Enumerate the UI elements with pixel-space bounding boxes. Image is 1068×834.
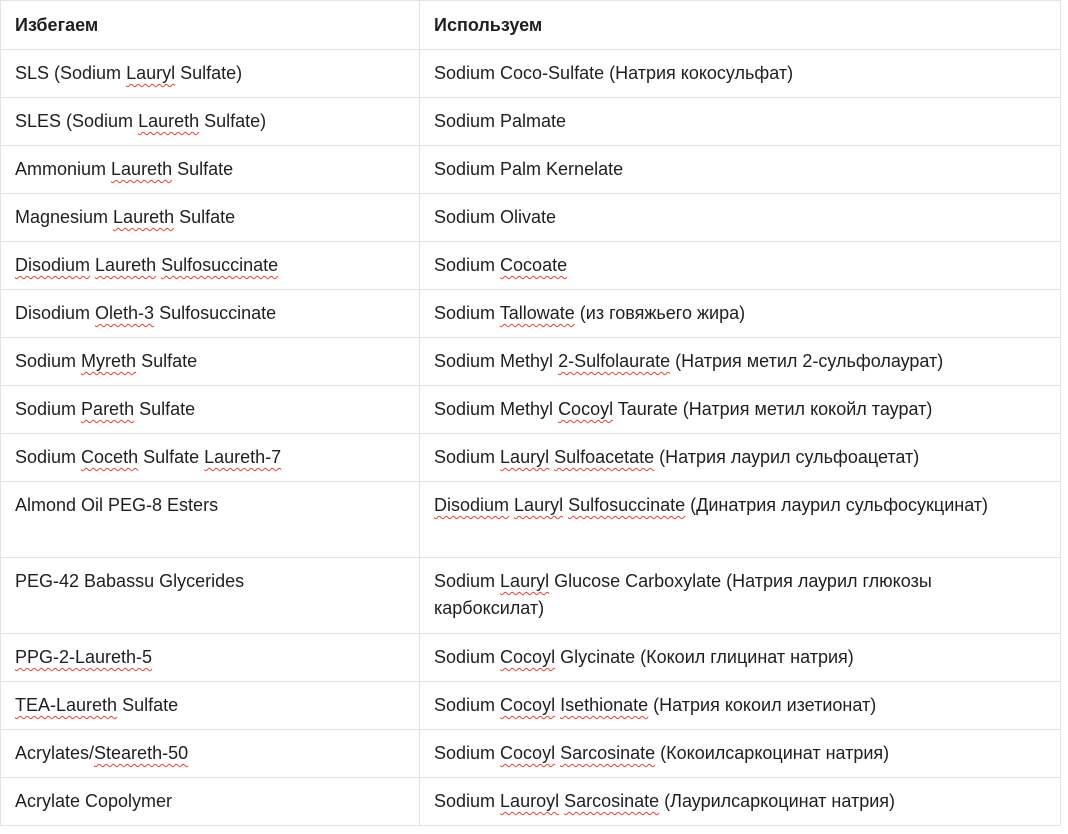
cell-text: PEG-42 Babassu Glycerides (15, 571, 245, 591)
spellcheck-word: Sulfoacetate (554, 447, 655, 467)
cell-text: SLES (Sodium (15, 111, 139, 131)
cell-text: Sulfate (138, 447, 205, 467)
cell-use (420, 194, 1061, 242)
spellcheck-word: Sarcosinate (560, 743, 656, 763)
spellcheck-word: Sarcosinate (564, 791, 660, 811)
spellcheck-word: PPG-2-Laureth-5 (15, 647, 153, 667)
cell-avoid (1, 242, 420, 290)
table-header-row (1, 1, 1061, 50)
spellcheck-word: Coceth (81, 447, 139, 467)
cell-text: Sodium Coco-Sulfate (Натрия кокосульфат) (434, 63, 794, 83)
cell-avoid (1, 194, 420, 242)
table-row (1, 682, 1061, 730)
spellcheck-word: Oleth-3 (95, 303, 155, 323)
cell-text: Sulfosuccinate (154, 303, 277, 323)
header-avoid: Избегаем (1, 1, 420, 50)
cell-text: Sodium Olivate (434, 207, 557, 227)
spellcheck-word: Laureth (95, 255, 157, 275)
cell-avoid (1, 482, 420, 558)
cell-use (420, 482, 1061, 558)
cell-text: Sodium (434, 303, 500, 323)
spellcheck-word: Steareth-50 (94, 743, 189, 763)
spellcheck-word: 2-Sulfolaurate (558, 351, 671, 371)
cell-text: (Натрия метил 2-сульфолаурат) (670, 351, 944, 371)
table-row (1, 482, 1061, 558)
cell-text: Sulfate) (199, 111, 267, 131)
spellcheck-word: TEA-Laureth (15, 695, 118, 715)
table-row (1, 434, 1061, 482)
cell-text: Sodium (434, 255, 501, 275)
cell-text: (Натрия лаурил сульфоацетат) (654, 447, 920, 467)
table-row (1, 98, 1061, 146)
cell-text: Sodium Palmate (434, 111, 567, 131)
cell-avoid (1, 434, 420, 482)
spellcheck-word: Laureth (138, 111, 200, 131)
cell-text: Magnesium (15, 207, 114, 227)
cell-text: Sodium (434, 571, 501, 591)
spellcheck-word: Disodium (434, 495, 510, 515)
cell-use (420, 50, 1061, 98)
spellcheck-word: Isethionate (560, 695, 649, 715)
cell-avoid (1, 386, 420, 434)
spellcheck-word: Disodium (15, 255, 91, 275)
cell-use (420, 146, 1061, 194)
cell-avoid (1, 682, 420, 730)
cell-text: (Натрия кокоил изетионат) (648, 695, 877, 715)
cell-avoid (1, 730, 420, 778)
cell-text: Sulfate (136, 351, 198, 371)
cell-avoid (1, 634, 420, 682)
cell-text: Sulfate (172, 159, 234, 179)
spellcheck-word: Cocoyl (500, 647, 556, 667)
table-row (1, 242, 1061, 290)
cell-text: (Кокоилсаркоцинат натрия) (655, 743, 890, 763)
cell-text: Sodium (434, 447, 501, 467)
spellcheck-word: Lauryl (500, 571, 550, 591)
spellcheck-word: Laureth (111, 159, 173, 179)
cell-text: Sodium (15, 351, 82, 371)
cell-text: Sodium (434, 743, 501, 763)
cell-text: Sodium Methyl (434, 399, 559, 419)
cell-text: Acrylates/ (15, 743, 95, 763)
cell-text: Sulfate (117, 695, 179, 715)
spellcheck-word: Lauryl (500, 447, 550, 467)
cell-use (420, 778, 1061, 826)
cell-use (420, 634, 1061, 682)
cell-text: Glycinate (Кокоил глицинат натрия) (555, 647, 854, 667)
spellcheck-word: Tallowate (499, 303, 575, 323)
cell-text: Sulfate) (175, 63, 243, 83)
header-use: Используем (420, 1, 1061, 50)
cell-text: Sodium (15, 447, 82, 467)
spellcheck-word: Cocoyl (558, 399, 614, 419)
cell-text: Almond Oil PEG-8 Esters (15, 495, 219, 515)
spellcheck-word: Lauryl (514, 495, 564, 515)
cell-text: Sodium Methyl (434, 351, 559, 371)
cell-text: Sodium (15, 399, 82, 419)
table-row (1, 730, 1061, 778)
cell-text: (из говяжьего жира) (574, 303, 746, 323)
cell-text: Sodium (434, 791, 501, 811)
cell-use (420, 242, 1061, 290)
cell-text: Disodium (15, 303, 96, 323)
cell-text: Sodium (434, 695, 501, 715)
cell-use (420, 290, 1061, 338)
cell-use (420, 558, 1061, 634)
cell-text: (Динатрия лаурил сульфосукцинат) (685, 495, 989, 515)
cell-avoid (1, 290, 420, 338)
cell-text: Glucose Carboxylate (Натрия лаурил глюкозы карбоксилат) (434, 571, 932, 618)
cell-avoid (1, 558, 420, 634)
table-row (1, 386, 1061, 434)
cell-use (420, 338, 1061, 386)
table-row (1, 50, 1061, 98)
spellcheck-word: Pareth (81, 399, 135, 419)
spellcheck-word: Cocoyl (500, 695, 556, 715)
table-row (1, 290, 1061, 338)
cell-text: Ammonium (15, 159, 112, 179)
cell-avoid (1, 146, 420, 194)
table-row (1, 778, 1061, 826)
spellcheck-word: Lauroyl (500, 791, 560, 811)
table-row (1, 634, 1061, 682)
spellcheck-word: Lauryl (126, 63, 176, 83)
spellcheck-word: Laureth (113, 207, 175, 227)
cell-use (420, 386, 1061, 434)
cell-text: Sodium Palm Kernelate (434, 159, 624, 179)
spellcheck-word: Myreth (81, 351, 137, 371)
cell-text: Taurate (Натрия метил кокойл таурат) (613, 399, 933, 419)
table-row (1, 146, 1061, 194)
cell-text: SLS (Sodium (15, 63, 127, 83)
cell-text: Sulfate (174, 207, 236, 227)
cell-use (420, 98, 1061, 146)
table-row (1, 194, 1061, 242)
cell-use (420, 730, 1061, 778)
table-body (1, 50, 1061, 826)
table-row (1, 338, 1061, 386)
cell-use (420, 682, 1061, 730)
spellcheck-word: Sulfosuccinate (161, 255, 279, 275)
spellcheck-word: Cocoate (500, 255, 568, 275)
spellcheck-word: Laureth-7 (204, 447, 282, 467)
cell-use (420, 434, 1061, 482)
cell-text: (Лаурилсаркоцинат натрия) (659, 791, 896, 811)
cell-avoid (1, 98, 420, 146)
spellcheck-word: Cocoyl (500, 743, 556, 763)
cell-avoid (1, 338, 420, 386)
cell-text: Sulfate (134, 399, 196, 419)
table-row (1, 558, 1061, 634)
cell-text: Acrylate Copolymer (15, 791, 173, 811)
spellcheck-word: Sulfosuccinate (568, 495, 686, 515)
cell-avoid (1, 778, 420, 826)
cell-text: Sodium (434, 647, 501, 667)
cell-avoid (1, 50, 420, 98)
